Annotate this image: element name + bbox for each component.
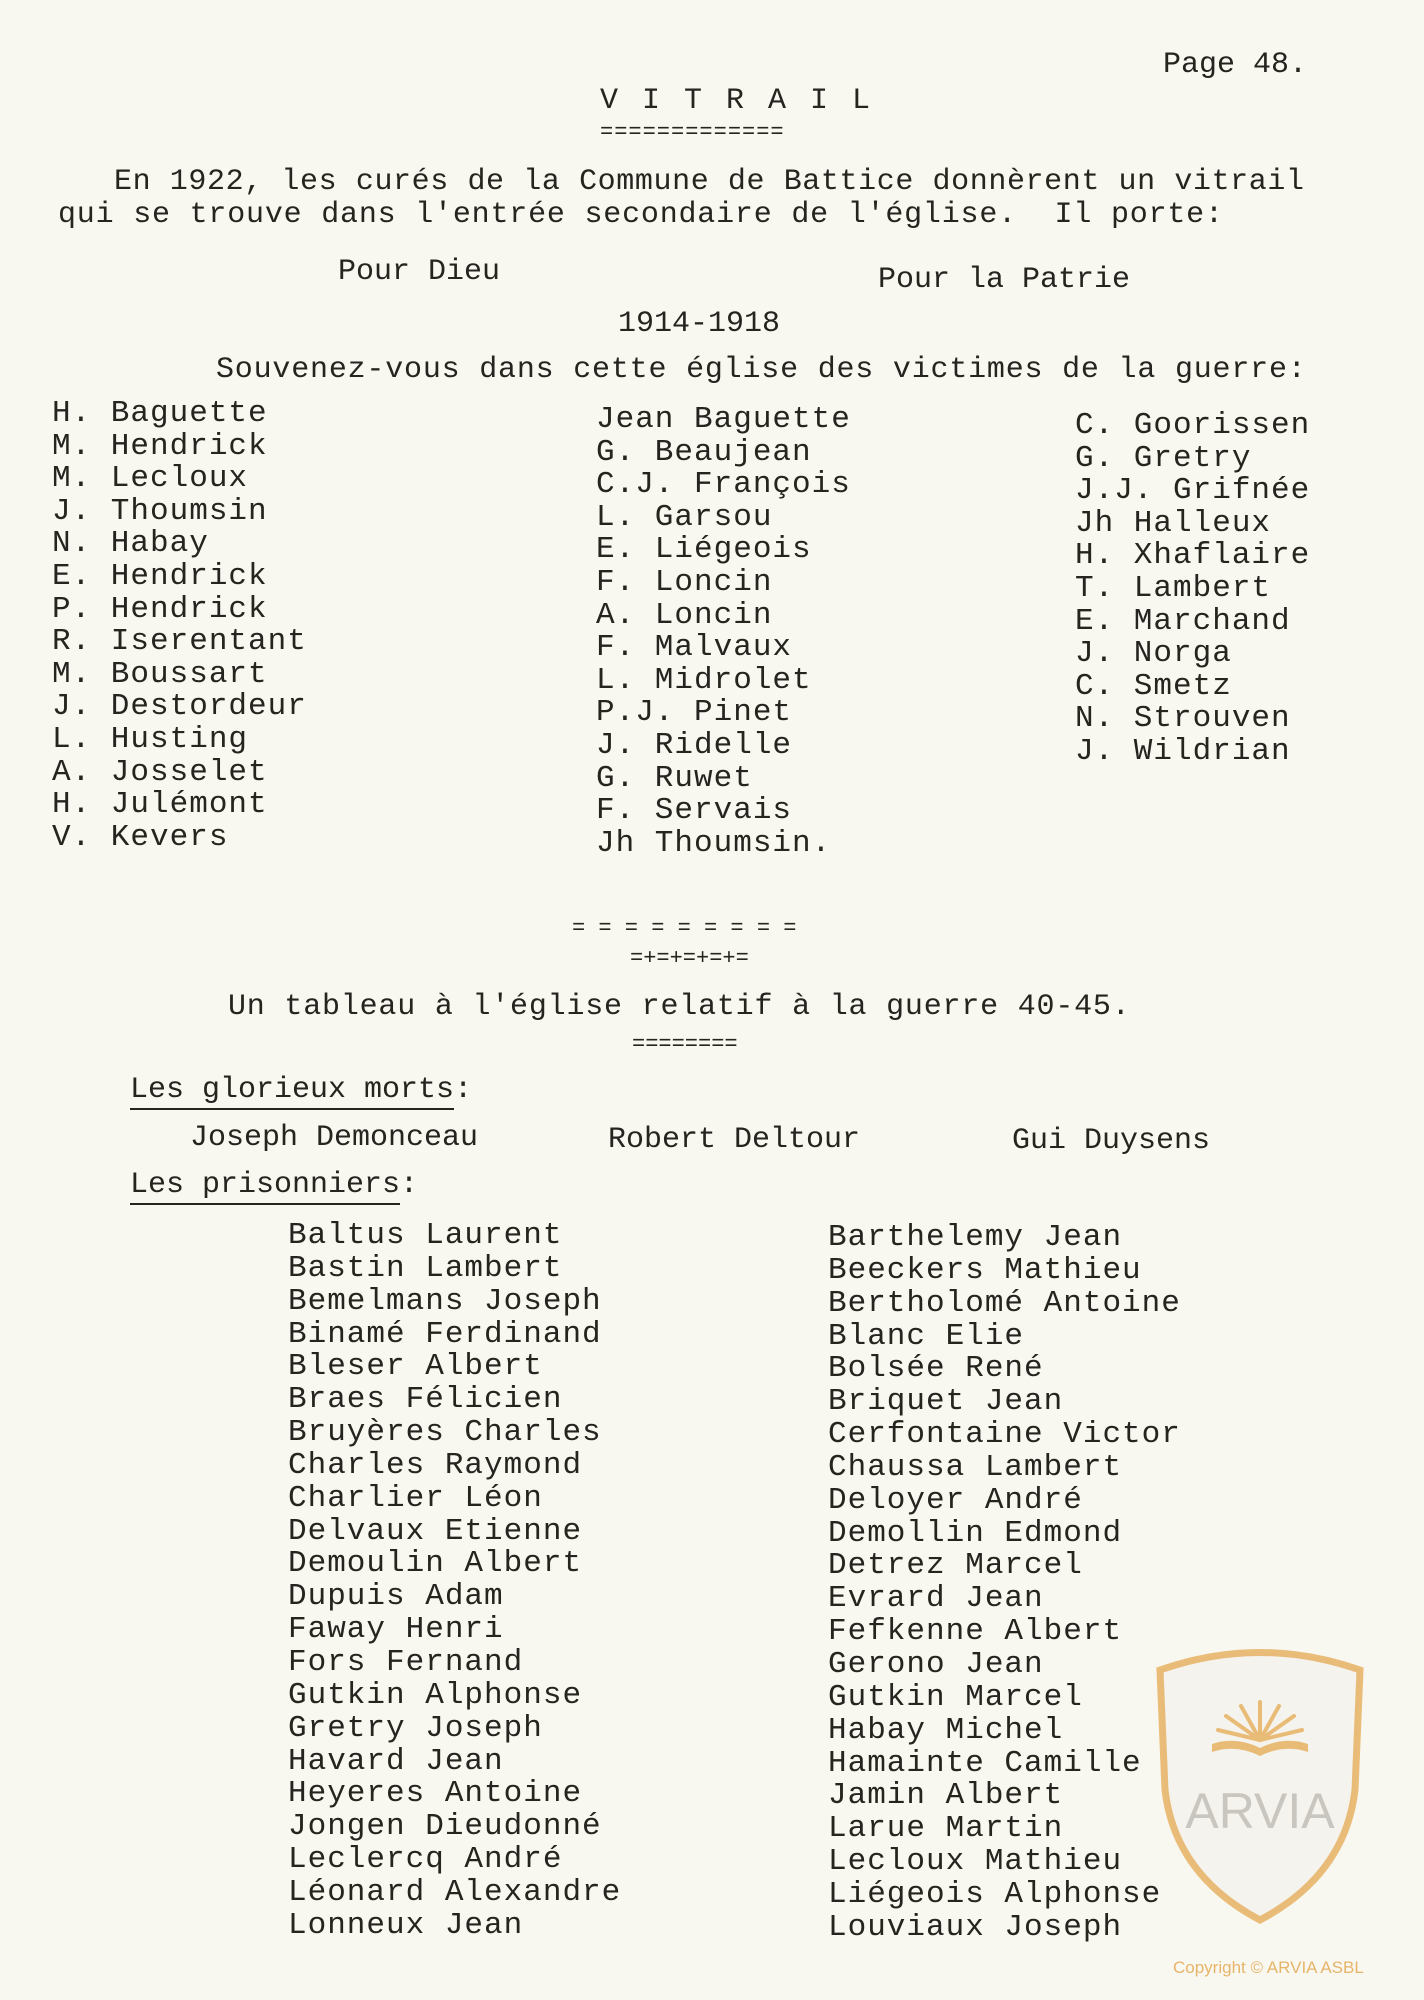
list-item: Charles Raymond [288, 1447, 583, 1483]
list-item: J. Thoumsin [52, 493, 268, 529]
list-item: E. Liégeois [596, 532, 812, 568]
list-item: Bleser Albert [288, 1349, 543, 1385]
list-item: Delvaux Etienne [288, 1513, 583, 1549]
list-item: J. Ridelle [596, 727, 793, 763]
arvia-logo-text: ARVIA [1185, 1783, 1335, 1839]
list-item: Bastin Lambert [288, 1250, 563, 1286]
list-item: L. Husting [52, 721, 249, 757]
list-item: Briquet Jean [828, 1384, 1064, 1420]
list-item: F. Loncin [596, 564, 773, 600]
prisonniers-column-1 [288, 1220, 621, 1943]
list-item: Louviaux Joseph [828, 1909, 1123, 1945]
motto-left: Pour Dieu [338, 255, 501, 289]
list-item: Gutkin Marcel [828, 1679, 1083, 1715]
glorieux-name-3: Gui Duysens [1012, 1124, 1211, 1158]
list-item: Demollin Edmond [828, 1515, 1123, 1551]
list-item: N. Strouven [1075, 701, 1291, 737]
list-item: Dupuis Adam [288, 1579, 504, 1615]
list-item: L. Midrolet [596, 662, 812, 698]
title-rule: ============= [600, 120, 785, 145]
page-number: Page 48. [1163, 48, 1308, 82]
list-item: T. Lambert [1075, 570, 1272, 606]
list-item: Braes Félicien [288, 1382, 563, 1418]
list-item: Liégeois Alphonse [828, 1876, 1162, 1912]
list-item: Jh Halleux [1075, 505, 1272, 541]
list-item: Binamé Ferdinand [288, 1316, 602, 1352]
list-item: C. Goorissen [1075, 408, 1311, 443]
list-item: V. Kevers [52, 819, 229, 855]
list-item: Havard Jean [288, 1743, 504, 1779]
prisonniers-heading-text: Les prisonniers [130, 1168, 400, 1205]
list-item: H. Xhaflaire [1075, 538, 1311, 574]
glorieux-name-1: Joseph Demonceau [190, 1121, 479, 1155]
list-item: M. Lecloux [52, 461, 249, 497]
tableau-rule: ======== [632, 1032, 738, 1057]
copyright-notice: Copyright © ARVIA ASBL [1173, 1958, 1364, 1977]
list-item: Chaussa Lambert [828, 1449, 1123, 1485]
glorieux-heading-colon: : [454, 1073, 473, 1107]
list-item: Faway Henri [288, 1612, 504, 1648]
list-item: F. Malvaux [596, 630, 793, 666]
list-item: N. Habay [52, 526, 209, 562]
list-item: Lecloux Mathieu [828, 1844, 1123, 1880]
list-item: C.J. François [596, 467, 851, 503]
prisonniers-heading [130, 1170, 418, 1200]
list-item: Detrez Marcel [828, 1548, 1083, 1584]
list-item: E. Marchand [1075, 603, 1291, 639]
list-item: Bolsée René [828, 1351, 1044, 1387]
list-item: Evrard Jean [828, 1581, 1044, 1617]
intro-line-2: qui se trouve dans l'entrée secondaire de l'église. Il porte: [58, 198, 1224, 232]
list-item: R. Iserentant [52, 624, 307, 660]
list-item: E. Hendrick [52, 558, 268, 594]
list-item: G. Gretry [1075, 440, 1252, 476]
list-item: Gutkin Alphonse [288, 1677, 583, 1713]
list-item: Fefkenne Albert [828, 1614, 1123, 1650]
list-item: M. Hendrick [52, 428, 268, 464]
list-item: Baltus Laurent [288, 1218, 563, 1253]
list-item: J. Norga [1075, 636, 1232, 672]
remember-heading: Souvenez-vous dans cette église des victimes de la guerre: [216, 353, 1307, 387]
list-item: Cerfontaine Victor [828, 1417, 1181, 1453]
tableau-title: Un tableau à l'église relatif à la guerre 40-45. [228, 990, 1131, 1024]
list-item: Heyeres Antoine [288, 1776, 583, 1812]
list-item: Blanc Elie [828, 1318, 1025, 1354]
list-item: Jh Thoumsin. [596, 825, 832, 861]
list-item: Fors Fernand [288, 1644, 524, 1680]
list-item: A. Loncin [596, 597, 773, 633]
arvia-watermark [1140, 1640, 1380, 1930]
glorieux-name-2: Robert Deltour [608, 1123, 861, 1157]
list-item: H. Julémont [52, 787, 268, 823]
list-item: G. Ruwet [596, 760, 753, 796]
list-item: J. Destordeur [52, 689, 307, 725]
victims-column-3 [1075, 410, 1310, 769]
list-item: Barthelemy Jean [828, 1220, 1123, 1255]
list-item: Hamainte Camille [828, 1745, 1142, 1781]
glorieux-heading [130, 1075, 472, 1105]
list-item: Bemelmans Joseph [288, 1283, 602, 1319]
list-item: Demoulin Albert [288, 1546, 583, 1582]
list-item: F. Servais [596, 793, 793, 829]
list-item: P. Hendrick [52, 591, 268, 627]
list-item: H. Baguette [52, 396, 268, 431]
divider-plus: =+=+=+=+= [630, 946, 749, 971]
glorieux-heading-text: Les glorieux morts [130, 1073, 454, 1110]
list-item: Léonard Alexandre [288, 1874, 622, 1910]
divider-equals: = = = = = = = = = [572, 916, 797, 941]
victims-column-1 [52, 398, 307, 854]
years: 1914-1918 [618, 307, 781, 341]
list-item: J.J. Grifnée [1075, 473, 1311, 509]
list-item: Bertholomé Antoine [828, 1285, 1181, 1321]
victims-column-2 [596, 404, 851, 860]
prisonniers-column-2 [828, 1222, 1181, 1945]
list-item: Charlier Léon [288, 1480, 543, 1516]
list-item: Beeckers Mathieu [828, 1252, 1142, 1288]
list-item: C. Smetz [1075, 668, 1232, 704]
motto-right: Pour la Patrie [878, 263, 1131, 297]
list-item: G. Beaujean [596, 434, 812, 470]
list-item: Bruyères Charles [288, 1415, 602, 1451]
list-item: Lonneux Jean [288, 1907, 524, 1943]
list-item: Deloyer André [828, 1482, 1083, 1518]
list-item: Habay Michel [828, 1712, 1064, 1748]
list-item: Leclercq André [288, 1842, 563, 1878]
list-item: Gretry Joseph [288, 1710, 543, 1746]
list-item: L. Garsou [596, 499, 773, 535]
prisonniers-heading-colon: : [400, 1168, 419, 1202]
list-item: A. Josselet [52, 754, 268, 790]
intro-line-1: En 1922, les curés de la Commune de Battice donnèrent un vitrail [114, 165, 1305, 199]
list-item: Jean Baguette [596, 402, 851, 437]
list-item: Jongen Dieudonné [288, 1809, 602, 1845]
list-item: Larue Martin [828, 1811, 1064, 1847]
arvia-shield-logo [1140, 1640, 1380, 1930]
list-item: Jamin Albert [828, 1778, 1064, 1814]
page-title: V I T R A I L [600, 84, 874, 118]
list-item: M. Boussart [52, 656, 268, 692]
list-item: P.J. Pinet [596, 695, 793, 731]
list-item: Gerono Jean [828, 1646, 1044, 1682]
list-item: J. Wildrian [1075, 733, 1291, 769]
